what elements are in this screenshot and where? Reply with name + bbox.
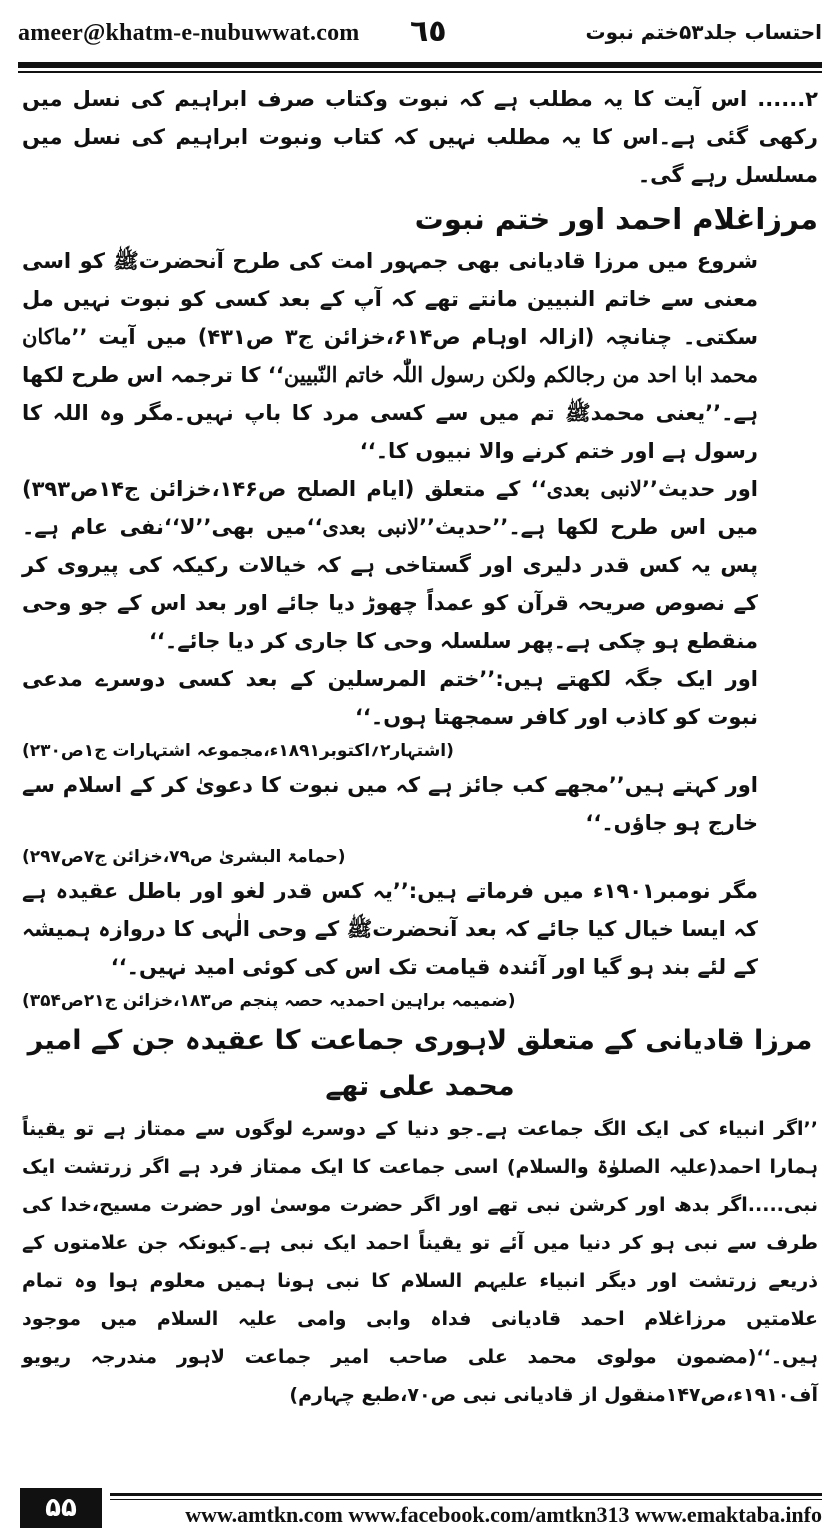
quran-verse: ماکان محمد ابا احد من رجالکم ولکن رسول اللّٰہ خاتم النّبیین — [22, 324, 758, 387]
footer-rule-thin — [110, 1499, 822, 1500]
footer-links[interactable]: www.amtkn.com www.facebook.com/amtkn313 www.emaktaba.info — [185, 1502, 822, 1527]
paragraph-3-text-b: ‘‘ کے متعلق (ایام الصلح ص۱۴۶،خزائن ج۱۴ص۳۹۳) میں اس طرح لکھا ہے۔’’حدیث’’ — [22, 477, 758, 539]
page-header — [18, 14, 822, 54]
header-rule-thick — [18, 62, 822, 68]
paragraph-2 — [22, 242, 818, 470]
header-book-title: احتساب جلد۵۳ختم نبوت — [585, 20, 822, 44]
page-body — [22, 80, 818, 1480]
paragraph-6: مگر نومبر۱۹۰۱ء میں فرماتے ہیں:’’یہ کس قدر لغو اور باطل عقیدہ ہے کہ ایسا خیال کیا جائے کہ بعد آنحضرتﷺ کے وحی الٰہی کا دروازہ ہمیشہ کے لئے بند ہو گیا اور آئندہ قیامت تک اس کی کوئی امید نہیں۔‘‘ — [22, 879, 758, 979]
header-rule-thin — [18, 71, 822, 73]
paragraph-2-text: شروع میں مرزا قادیانی بھی جمہور امت کی طرح آنحضرتﷺ کو اسی معنی سے خاتم النبیین مانتے تھے کہ آپ کے بعد کسی کو نبوت نہیں مل سکتی۔ چنانچہ (ازالہ اوہام ص۶۱۴،خزائن ج۳ ص۴۳۱) میں آیت ’’ — [22, 249, 758, 349]
reference-5: (حمامۃ البشریٰ ص۷۹،خزائن ج۷ص۲۹۷) — [22, 847, 346, 867]
paragraph-1: ۲...... اس آیت کا یہ مطلب ہے کہ نبوت وکتاب صرف ابراہیم کی نسل میں رکھی گئی ہے۔اس کا یہ مطلب نہیں کہ کتاب ونبوت ابراہیم کی نسل میں مسلسل رہے گی۔ — [22, 87, 818, 187]
section-heading-1: مرزاغلام احمد اور ختم نبوت — [414, 202, 818, 236]
header-page-number: ٦٥ — [410, 14, 447, 49]
header-email: ameer@khatm-e-nubuwwat.com — [18, 20, 360, 46]
paragraph-3-text-a: اور حدیث’’ — [642, 477, 758, 501]
footer-rule — [110, 1493, 822, 1496]
reference-4: (اشتہار۲؍اکتوبر۱۸۹۱ء،مجموعہ اشتہارات ج۱ص۲۳۰) — [22, 741, 454, 761]
paragraph-4: اور ایک جگہ لکھتے ہیں:’’ختم المرسلین کے بعد کسی دوسرے مدعی نبوت کو کاذب اور کافر سمجھتا ہوں۔‘‘ — [22, 667, 758, 729]
footer-page-number: ۵۵ — [20, 1488, 102, 1528]
hadith-text-1: لانبی بعدی — [546, 476, 642, 501]
paragraph-2-text-b: ‘‘ کا ترجمہ اس طرح لکھا ہے۔’’یعنی محمدﷺ تم میں سے کسی مرد کا باپ نہیں۔مگر وہ اللہ کا رسول ہے اور ختم کرنے والا نبیوں کا۔‘‘ — [22, 363, 758, 463]
paragraph-5: اور کہتے ہیں’’مجھے کب جائز ہے کہ میں نبوت کا دعویٰ کر کے اسلام سے خارج ہو جاؤں۔‘‘ — [22, 773, 758, 835]
hadith-text-2: لانبی بعدی — [322, 514, 420, 539]
paragraph-3-text-c: ‘‘میں بھی’’لا‘‘نفی عام ہے۔پس یہ کس قدر دلیری اور گستاخی ہے کہ خیالات رکیکہ کی پیروی کر کے نصوص صریحہ قرآن کو عمداً چھوڑ دیا جائے اور بعد اس کے جو وحی منقطع ہو چکی ہے۔پھر سلسلہ وحی کا جاری کر دیا جائے۔‘‘ — [22, 515, 758, 653]
section-heading-2: مرزا قادیانی کے متعلق لاہوری جماعت کا عقیدہ جن کے امیر محمد علی تھے — [27, 1025, 813, 1102]
paragraph-3 — [22, 470, 818, 660]
paragraph-7: ’’اگر انبیاء کی ایک الگ جماعت ہے۔جو دنیا کے دوسرے لوگوں سے ممتاز ہے تو یقیناً ہمارا احمد(علیہ الصلوٰۃ والسلام) اسی جماعت کا ایک ممتاز فرد ہے اگر زرتشت ایک نبی.....اگر بدھ اور کرشن نبی تھے اور اگر حضرت موسیٰ اور حضرت مسیح،خدا کی طرف سے نبی ہو کر دنیا میں آئے تو یقیناً احمد ایک نبی ہے۔کیونکہ جن علامتوں کے ذریعے زرتشت اور دیگر انبیاء علیہم السلام کا نبی ہونا ہمیں معلوم ہوا وہ تمام علامتیں مرزاغلام احمد قادیانی فداہ وابی وامی علیہ السلام میں موجود ہیں۔‘‘(مضمون مولوی محمد علی صاحب امیر جماعت لاہور مندرجہ ریویو آف۱۹۱۰ء،ص۱۴۷منقول از قادیانی نبی ص۷۰،طبع چہارم) — [22, 1118, 818, 1406]
reference-6: (ضمیمہ براہین احمدیہ حصہ پنجم ص۱۸۳،خزائن ج۲۱ص۳۵۴) — [22, 991, 516, 1011]
